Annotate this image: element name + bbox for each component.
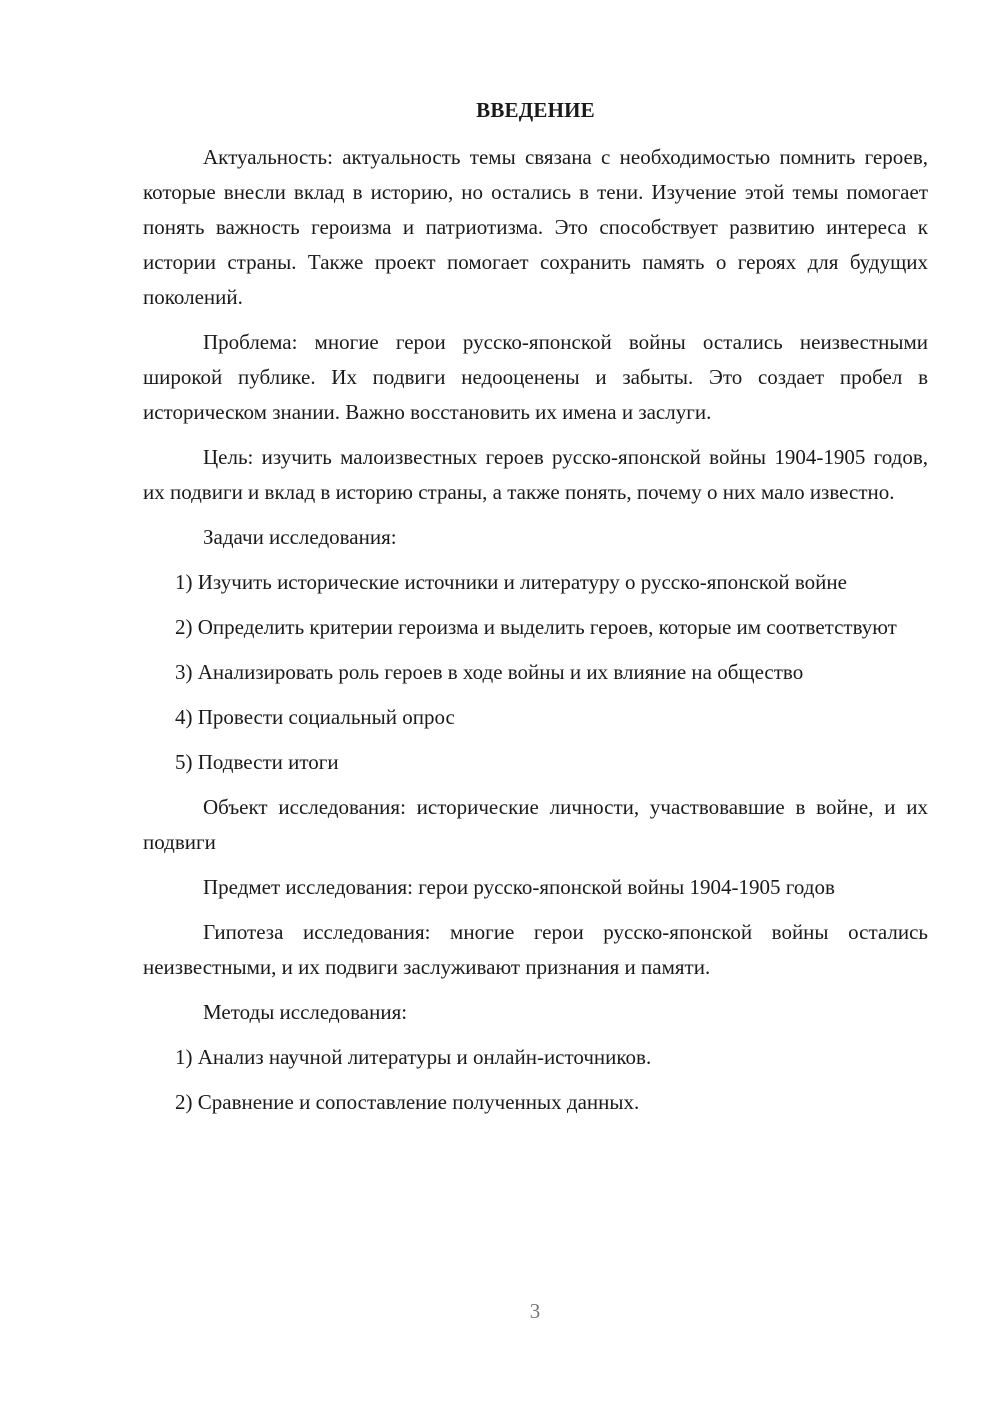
method-item-1: 1) Анализ научной литературы и онлайн-источников. [175,1045,652,1069]
page-title: ВВЕДЕНИЕ [476,98,595,122]
method-item-2: 2) Сравнение и сопоставление полученных данных. [175,1090,640,1114]
tasks-heading: Задачи исследования: [203,525,397,549]
task-item-5: 5) Подвести итоги [175,750,339,774]
task-item-4: 4) Провести социальный опрос [175,705,455,729]
document-page [143,96,928,1130]
hypothesis-paragraph: Гипотеза исследования: многие герои русско-японской войны остались неизвестными, и их подвиги заслуживают признания и памяти. [143,920,928,979]
task-item-2: 2) Определить критерии героизма и выделить героев, которые им соответствуют [175,615,897,639]
object-paragraph: Объект исследования: исторические личности, участвовавшие в войне, и их подвиги [143,795,928,854]
problem-paragraph: Проблема: многие герои русско-японской войны остались неизвестными широкой публике. Их подвиги недооценены и забыты. Это создает пробел в историческом знании. Важно восстановить их имена и заслуги. [143,330,928,424]
subject-paragraph: Предмет исследования: герои русско-японской войны 1904-1905 годов [203,875,835,899]
task-item-1: 1) Изучить исторические источники и литературу о русско-японской войне [175,570,847,594]
goal-paragraph: Цель: изучить малоизвестных героев русско-японской войны 1904-1905 годов, их подвиги и вклад в историю страны, а также понять, почему о них мало известно. [143,445,928,504]
relevance-paragraph: Актуальность: актуальность темы связана с необходимостью помнить героев, которые внесли вклад в историю, но остались в тени. Изучение этой темы помогает понять важность героизма и патриотизма. Это способствует развитию интереса к истории страны. Также проект помогает сохранить память о героях для будущих поколений. [143,145,928,309]
methods-heading: Методы исследования: [203,1000,408,1024]
task-item-3: 3) Анализировать роль героев в ходе войны и их влияние на общество [175,660,804,684]
page-number: 3 [529,1299,541,1323]
